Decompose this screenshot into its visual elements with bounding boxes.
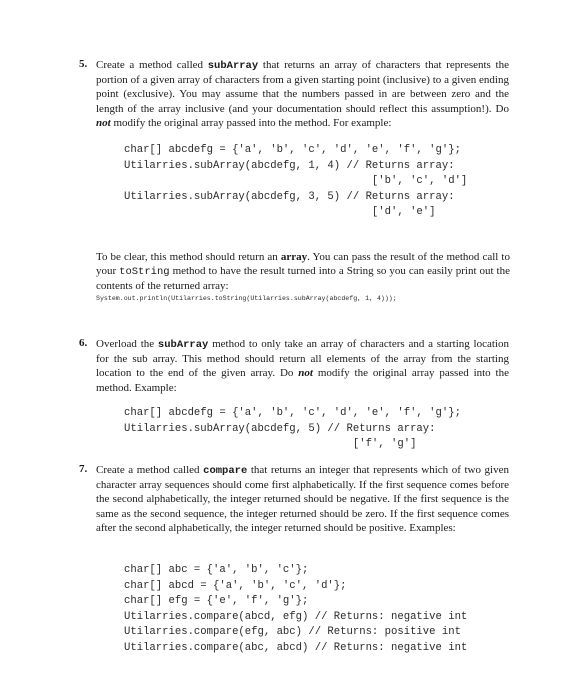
- code-line: char[] abcdefg = {'a', 'b', 'c', 'd', 'e', 'f', 'g'};: [124, 407, 461, 419]
- problem-5-clarification: [96, 250, 510, 304]
- problem-5-text-a: Create a method called: [96, 59, 208, 71]
- problem-7-text: [96, 463, 509, 535]
- problem-5-text: [96, 58, 509, 130]
- code-line: Utilarries.subArray(abcdefg, 3, 5) // Returns array:: [124, 190, 455, 203]
- problem-7: [79, 463, 509, 535]
- emphasis-array: array: [280, 251, 308, 263]
- problem-5-number: 5.: [79, 58, 88, 70]
- problem-5-code-block: [124, 143, 467, 221]
- code-line: Utilarries.compare(efg, abc) // Returns: positive int: [124, 626, 461, 639]
- code-line: ['d', 'e']: [124, 206, 436, 219]
- emphasis-not: not: [298, 367, 313, 380]
- code-line: Utilarries.subArray(abcdefg, 1, 4) // Returns array:: [124, 159, 455, 172]
- problem-5: [79, 58, 509, 130]
- code-line: char[] abc = {'a', 'b', 'c'};: [124, 564, 309, 576]
- problem-6-code-block: [124, 406, 461, 453]
- method-name-tostring: toString: [119, 266, 170, 279]
- clarification-text: [96, 250, 510, 294]
- clarification-text-b: . You can pass the result of the method call to your: [96, 251, 510, 278]
- problem-5-text-c: modify the original array passed into the method. For example:: [110, 116, 392, 129]
- code-line: ['b', 'c', 'd']: [124, 175, 468, 188]
- problem-7-text-b: that returns an integer that represents which of two given character array sequences should come first alphabetically. If the first sequence comes before the second alphabetically, the integer returned should be negative. If the first sequence is the same as the second sequence, the integer returned should be zero. If the first sequence comes after the second alphabetically, the integer returned should be positive. Examples:: [96, 464, 509, 534]
- problem-6-text: [96, 337, 509, 395]
- problem-6: [79, 337, 509, 395]
- problem-7-text-a: Create a method called: [96, 464, 204, 476]
- code-line: char[] efg = {'e', 'f', 'g'};: [124, 595, 309, 608]
- code-line: ['f', 'g']: [124, 438, 417, 451]
- code-line: char[] abcdefg = {'a', 'b', 'c', 'd', 'e', 'f', 'g'};: [124, 144, 461, 156]
- print-example-line: System.out.println(Utilarries.toString(Utilarries.subArray(abcdefg, 1, 4)));: [96, 294, 397, 302]
- method-name-subarray: subArray: [207, 60, 259, 72]
- method-name-compare: compare: [203, 465, 248, 477]
- problem-6-text-b: method to only take an array of characters and a starting location for the sub array. This method should return all elements of the array from the starting location to the end of the given array. Do: [96, 338, 509, 380]
- problem-7-number: 7.: [79, 463, 88, 475]
- code-line: Utilarries.subArray(abcdefg, 5) // Returns array:: [124, 422, 436, 435]
- code-line: Utilarries.compare(abcd, efg) // Returns: negative int: [124, 610, 468, 623]
- emphasis-not: not: [96, 116, 111, 129]
- problem-5-text-b: that returns an array of characters that represents the portion of a given array of characters from a given starting point (inclusive) to a given ending point (exclusive). You may assume that the numbers passed in are between zero and the length of the array inclusive (and your documentation should reflect this assumption!). Do: [96, 59, 509, 115]
- problem-6-text-a: Overload the: [96, 338, 158, 350]
- problem-6-number: 6.: [79, 337, 88, 349]
- code-line: Utilarries.compare(abc, abcd) // Returns: negative int: [124, 641, 468, 654]
- method-name-subarray: subArray: [157, 339, 209, 351]
- problem-7-code-block: [124, 563, 467, 657]
- code-line: char[] abcd = {'a', 'b', 'c', 'd'};: [124, 579, 347, 592]
- clarification-text-a: To be clear, this method should return an: [96, 251, 281, 263]
- problem-6-text-c: modify the original array passed into the method. Example:: [96, 367, 509, 394]
- clarification-text-c: method to have the result turned into a String so you can easily print out the contents of the returned array:: [96, 265, 510, 293]
